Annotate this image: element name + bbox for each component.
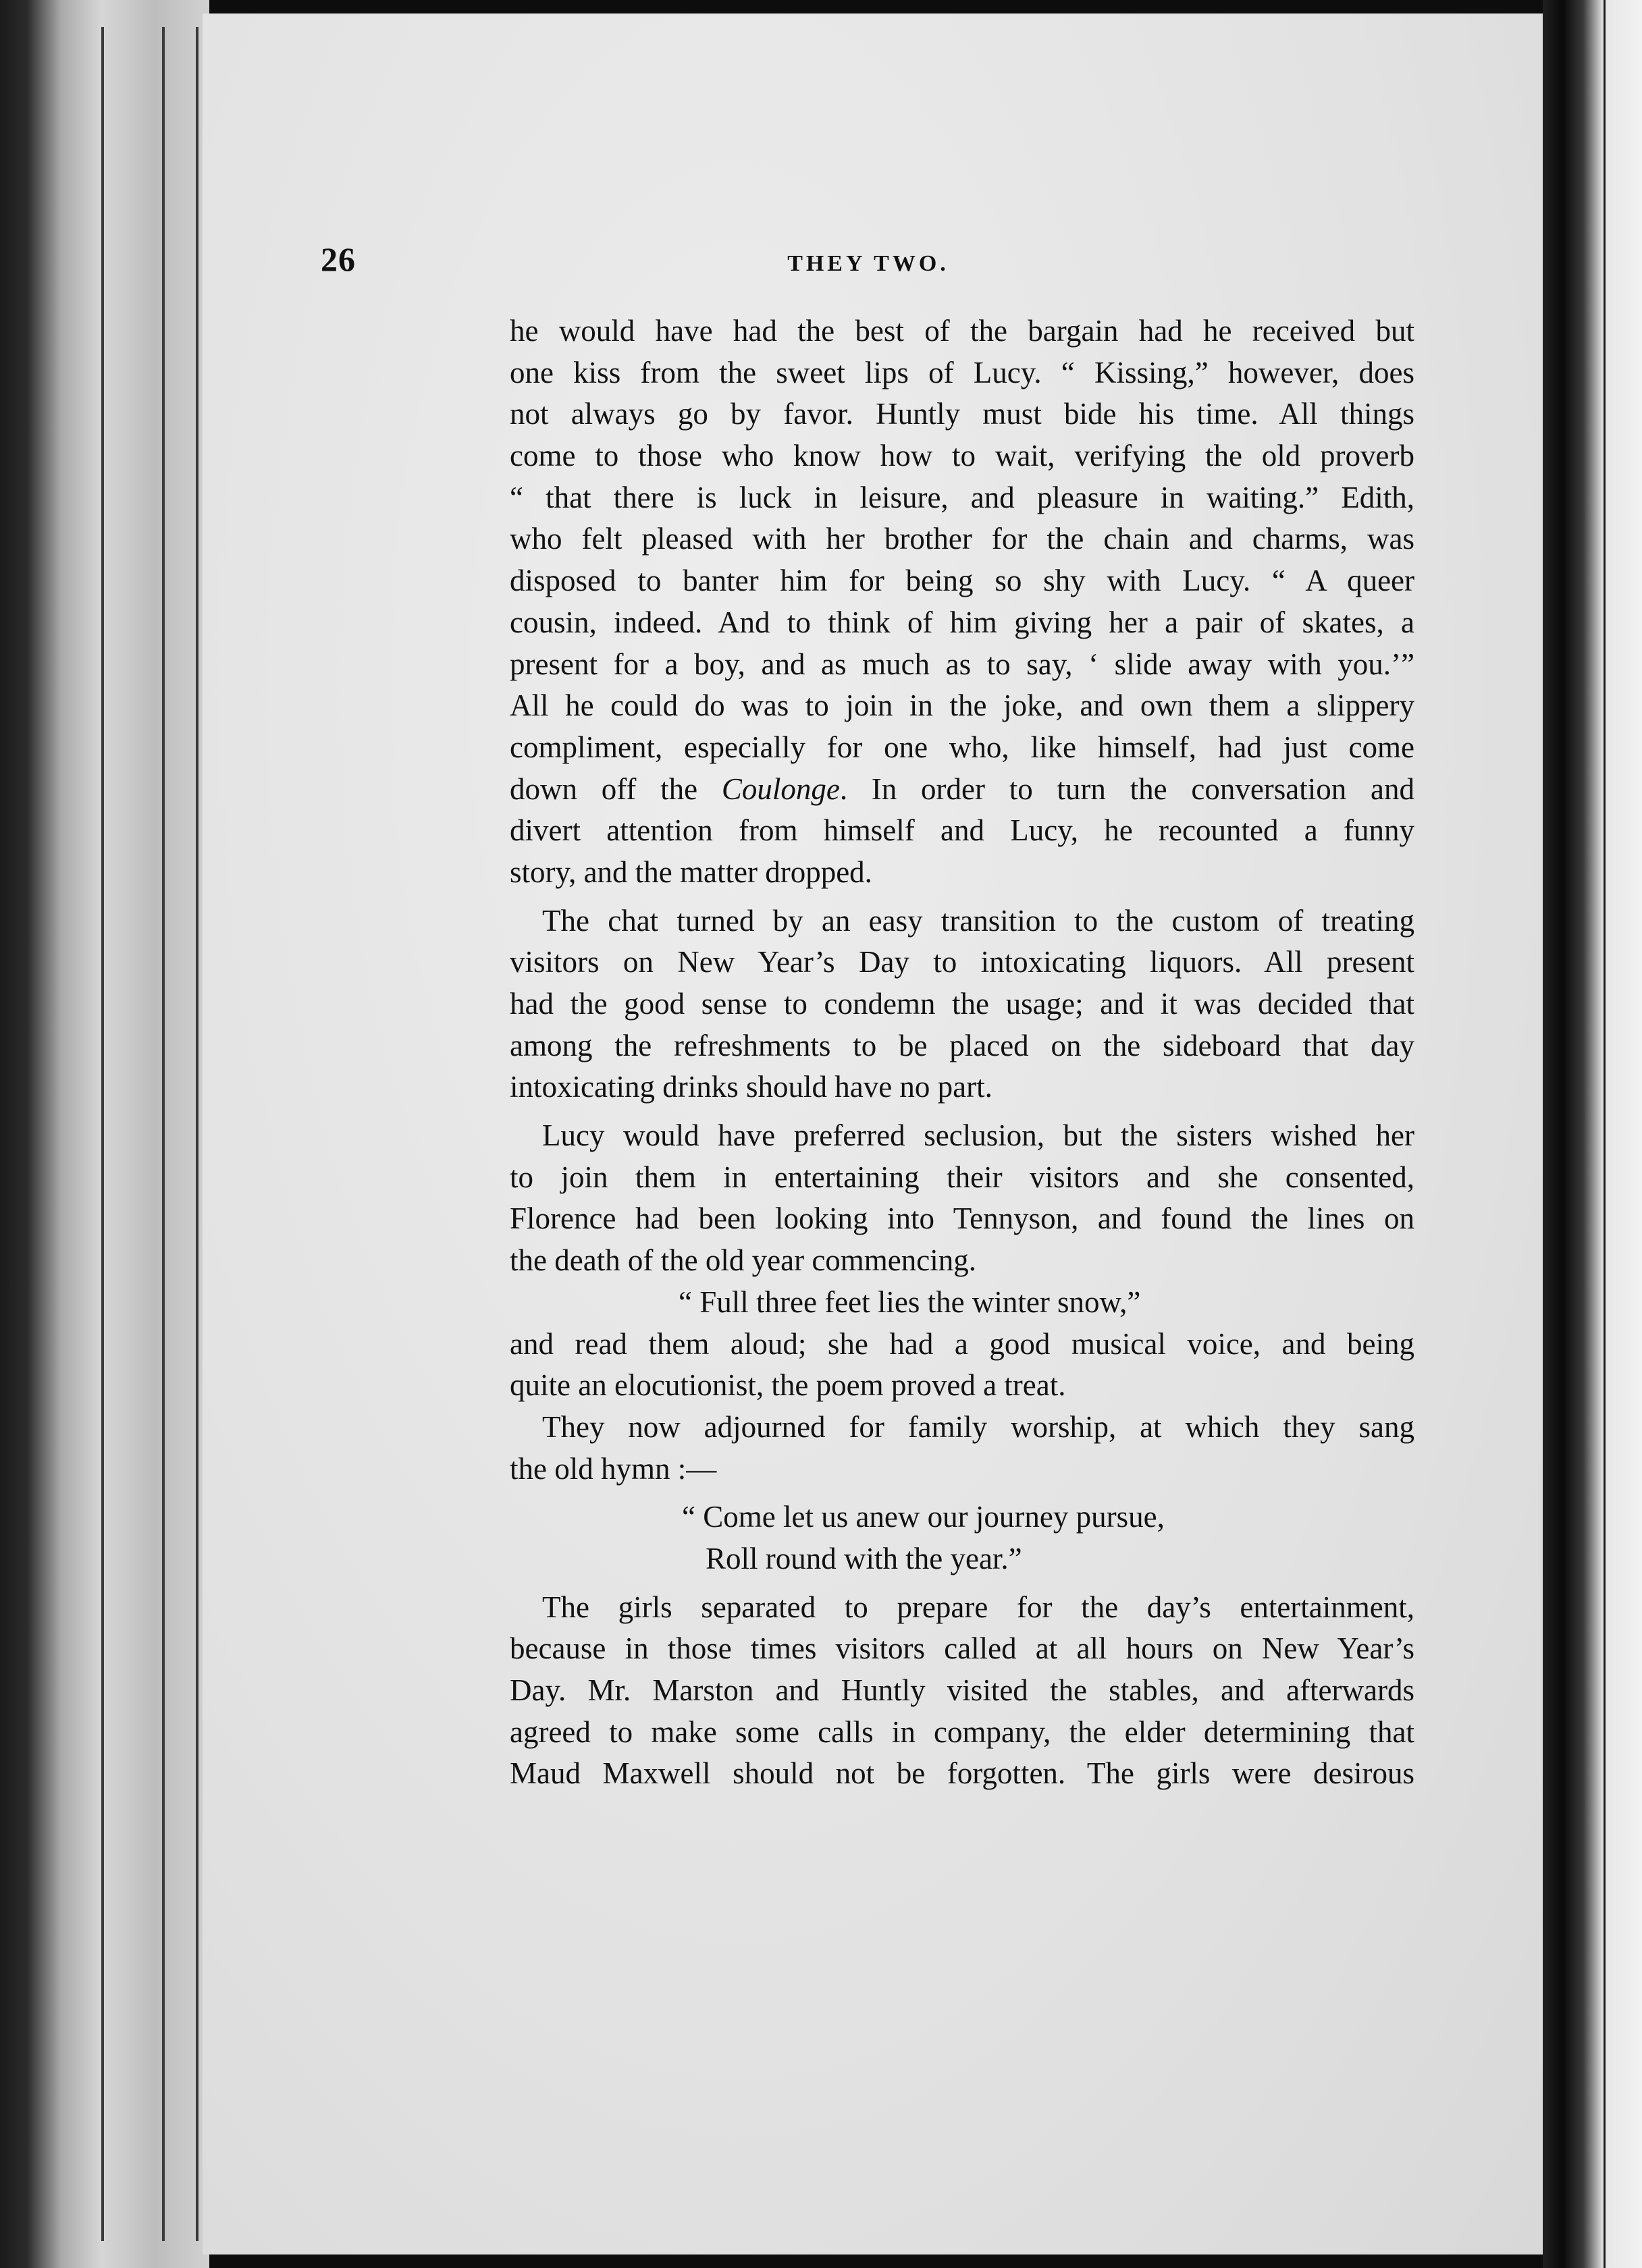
text-line: the old hymn :—	[510, 1451, 717, 1486]
running-title-text: THEY TWO.	[787, 251, 949, 276]
text-line: Florence had been looking into Tennyson, and found the lines on	[510, 1202, 1414, 1236]
running-title	[0, 251, 1642, 277]
text-line: one kiss from the sweet lips of Lucy. “ Kissing,” however, does	[510, 355, 1414, 389]
text-line: not always go by favor. Huntly must bide his time. All things	[510, 397, 1414, 431]
text-line: who felt pleased with her brother for the chain and charms, was	[510, 522, 1414, 556]
verse-line: Roll round with the year.”	[706, 1541, 1022, 1575]
edge-line	[196, 27, 198, 2241]
edge-line	[162, 27, 165, 2241]
verse-line: “ Full three feet lies the winter snow,”	[679, 1285, 1141, 1319]
text-line: had the good sense to condemn the usage; and it was decided that	[510, 987, 1414, 1021]
page-number: 26	[321, 240, 356, 278]
verse-line: “ Come let us anew our journey pursue,	[682, 1500, 1165, 1534]
text-line: disposed to banter him for being so shy with Lucy. “ A queer	[510, 564, 1414, 598]
text-line: down off the Coulonge. In order to turn the conversation and	[510, 772, 1414, 806]
text-line: present for a boy, and as much as to say, ‘ slide away with you.’”	[510, 647, 1414, 681]
text-line: he would have had the best of the bargain had he received but	[510, 314, 1414, 348]
italic-name: Coulonge	[721, 772, 840, 806]
book-edge-left	[0, 0, 209, 2268]
book-gutter-right	[1543, 0, 1642, 2268]
text-line: visitors on New Year’s Day to intoxicating liquors. All present	[510, 945, 1414, 979]
text-line: intoxicating drinks should have no part.	[510, 1070, 992, 1104]
text-line: story, and the matter dropped.	[510, 855, 872, 889]
text-line: Lucy would have preferred seclusion, but the sisters wished her	[542, 1118, 1414, 1153]
text-line: The girls separated to prepare for the day’s entertainment,	[542, 1590, 1414, 1624]
text-line: The chat turned by an easy transition to the custom of treating	[542, 903, 1414, 938]
text-line: the death of the old year commencing.	[510, 1243, 976, 1278]
text-line: cousin, indeed. And to think of him giving her a pair of skates, a	[510, 605, 1414, 639]
text-line: Maud Maxwell should not be forgotten. The girls were desirous	[510, 1756, 1414, 1791]
text-line: Day. Mr. Marston and Huntly visited the stables, and afterwards	[510, 1673, 1414, 1707]
text-line: All he could do was to join in the joke, and own them a slippery	[510, 688, 1414, 723]
text-line: compliment, especially for one who, like himself, had just come	[510, 730, 1414, 764]
text-line: agreed to make some calls in company, the elder determining that	[510, 1714, 1414, 1749]
text-line: quite an elocutionist, the poem proved a treat.	[510, 1368, 1066, 1403]
text-line: divert attention from himself and Lucy, he recounted a funny	[510, 813, 1414, 848]
text-line: among the refreshments to be placed on the sideboard that day	[510, 1028, 1414, 1062]
text-line: They now adjourned for family worship, at which they sang	[542, 1409, 1414, 1444]
text-line: come to those who know how to wait, verifying the old proverb	[510, 439, 1414, 473]
text-line: “ that there is luck in leisure, and pleasure in waiting.” Edith,	[510, 480, 1414, 514]
body-text	[510, 310, 1414, 1795]
text-line: to join them in entertaining their visitors and she consented,	[510, 1160, 1414, 1194]
text-line: because in those times visitors called at all hours on New Year’s	[510, 1631, 1414, 1666]
edge-line	[101, 27, 104, 2241]
text-line: and read them aloud; she had a good musical voice, and being	[510, 1326, 1414, 1361]
edge-line	[1604, 0, 1606, 2268]
